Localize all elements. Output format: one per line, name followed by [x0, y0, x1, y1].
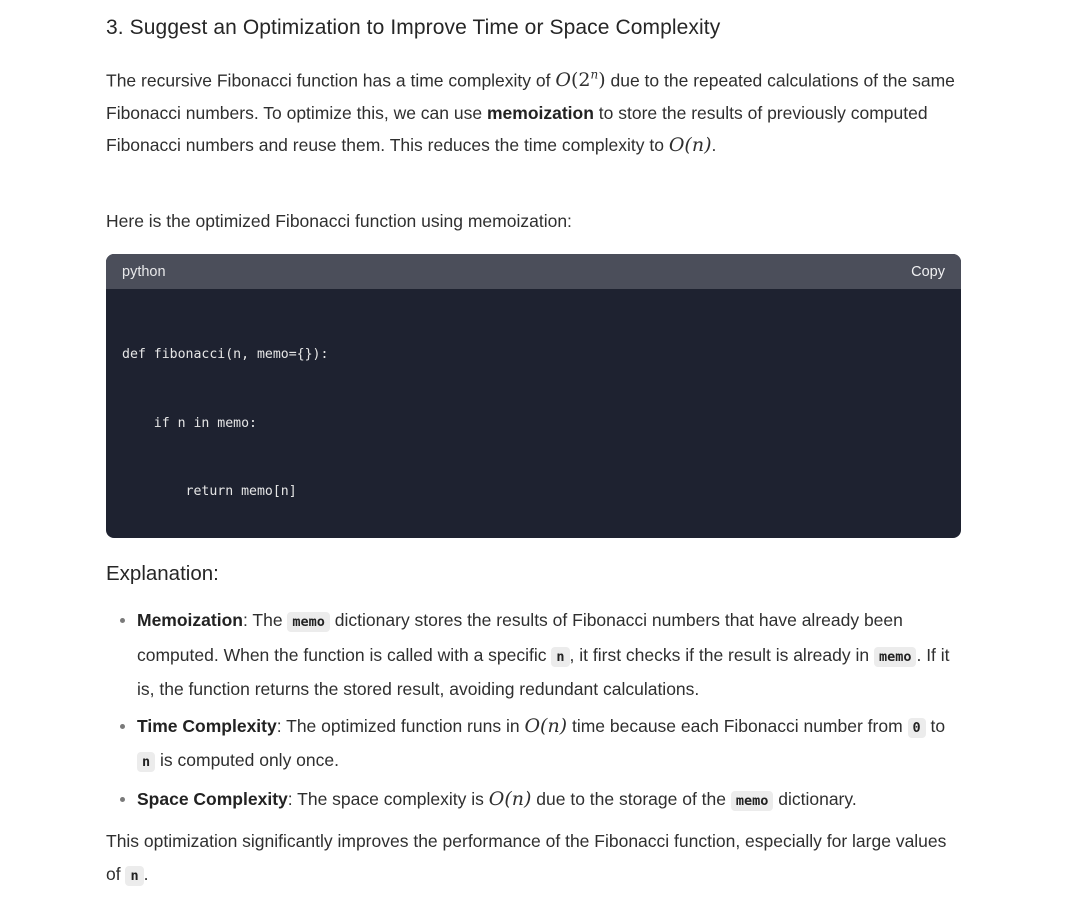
code-block: [106, 254, 961, 538]
bullet-text: : The optimized function runs in: [276, 715, 525, 736]
big-o-linear: O(n): [668, 134, 712, 157]
bullet-text: : The space complexity is: [287, 788, 489, 809]
inline-code: n: [551, 647, 569, 667]
math-base: (2: [570, 69, 591, 92]
list-item: [106, 604, 962, 706]
bullet-dot-icon: [120, 797, 125, 802]
bullet-text: : The: [242, 610, 288, 630]
math-close: ): [598, 69, 606, 92]
bullet-text: dictionary.: [773, 788, 857, 809]
intro-text-4: .: [711, 135, 717, 156]
big-o-exponential: [555, 69, 605, 91]
bullet-label: Space Complexity: [137, 788, 288, 809]
bullet-text: to: [925, 715, 946, 736]
section-heading: 3. Suggest an Optimization to Improve Time or Space Complexity: [106, 16, 721, 39]
intro-text-2: due to the repeated calculations of the same Fibonacci numbers. To optimize this, we can use: [106, 70, 955, 123]
bullet-text: dictionary stores the results of Fibonacci numbers that have already been computed. When the function is called with a specific: [137, 610, 903, 665]
copy-code-button[interactable]: Copy: [911, 263, 945, 280]
code-language-label: python: [122, 263, 166, 280]
list-item: [106, 783, 962, 818]
big-o-linear: O(n): [488, 787, 532, 810]
big-o-linear: O(n): [524, 714, 568, 737]
lead-in-text: Here is the optimized Fibonacci function using memoization:: [106, 211, 572, 231]
code-line: def fibonacci(n, memo={}):: [122, 347, 329, 363]
bullet-dot-icon: [120, 618, 125, 623]
code-line: if n in memo:: [122, 415, 257, 431]
inline-code: 0: [908, 718, 926, 738]
bullet-text: is computed only once.: [155, 750, 339, 770]
inline-code: memo: [874, 647, 917, 667]
memoization-bold: memoization: [486, 102, 594, 123]
bullet-text: , it first checks if the result is already in: [569, 644, 874, 665]
inline-code: n: [137, 752, 155, 772]
list-item: [106, 710, 962, 779]
intro-paragraph: [106, 59, 962, 162]
inline-code: n: [125, 866, 143, 886]
bullet-text: due to the storage of the: [531, 788, 731, 809]
intro-text-1: The recursive Fibonacci function has a time complexity of: [106, 70, 556, 91]
bullet-text: time because each Fibonacci number from: [567, 715, 908, 736]
code-line: return memo[n]: [122, 483, 297, 499]
closing-paragraph: [106, 825, 962, 892]
bullet-dot-icon: [120, 724, 125, 729]
math-exponent: n: [590, 68, 599, 82]
explanation-heading: Explanation:: [106, 562, 219, 585]
inline-code: memo: [287, 612, 330, 632]
bullet-label: Memoization: [137, 610, 243, 630]
bullet-text: . If it is, the function returns the stored result, avoiding redundant calculations.: [137, 644, 950, 699]
intro-text-3: to store the results of previously computed Fibonacci numbers and reuse them. This reduces the time complexity to: [106, 102, 928, 156]
bullet-label: Time Complexity: [137, 715, 277, 736]
closing-text-2: .: [143, 863, 149, 884]
code-header: [106, 254, 961, 289]
code-body: [106, 289, 961, 538]
math-o: O: [555, 69, 571, 92]
inline-code: memo: [731, 791, 774, 811]
closing-text-1: This optimization significantly improves the performance of the Fibonacci function, especially for large values of: [106, 831, 947, 884]
explanation-list: [106, 604, 962, 817]
